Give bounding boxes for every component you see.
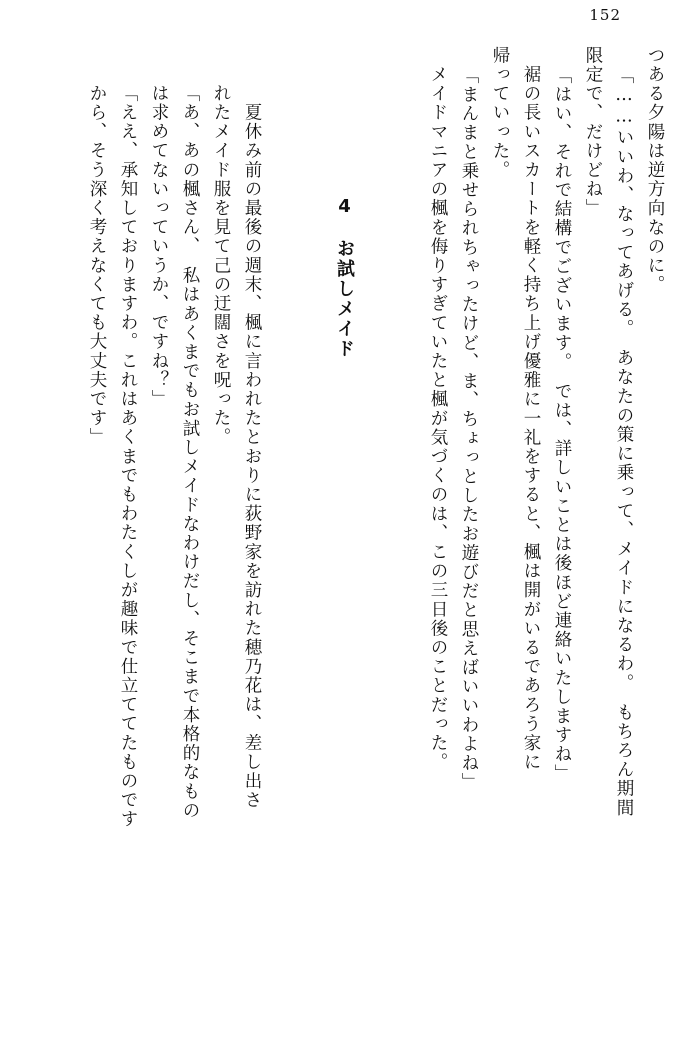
text-column: 帰っていった。 xyxy=(490,46,510,180)
text-column: 「……いいわ、なってあげる。 あなたの策に乗って、メイドになるわ。 もちろん期間 xyxy=(614,66,634,818)
spacer-column xyxy=(384,46,415,1010)
spacer-column xyxy=(260,46,291,1010)
text-column: 「あ、あの楓さん、 私はあくまでもお試しメイドなわけだし、そこまで本格的なもの xyxy=(180,84,200,821)
text-column: 夏休み前の最後の週末、楓に言われたとおりに荻野家を訪れた穂乃花は、差し出さ xyxy=(242,84,262,810)
text-column: 「はい、それで結構でございます。 では、詳しいことは後ほど連絡いたしますね」 xyxy=(552,66,572,784)
text-column: メイドマニアの楓を侮りすぎていたと楓が気づくのは、この三日後のことだった。 xyxy=(428,46,448,772)
vertical-text-body xyxy=(30,46,663,1010)
text-column: つある夕陽は逆方向なのに。 xyxy=(645,46,665,295)
page-number: 152 xyxy=(589,6,621,24)
text-column: 裾の長いスカートを軽く持ち上げ優雅に一礼をすると、楓は開がいるであろう家に xyxy=(521,46,541,772)
text-column: 「まんまと乗せられちゃったけど、ま、ちょっとしたお遊びだと思えばいいわよね」 xyxy=(459,66,479,792)
text-column: 限定で、だけどね」 xyxy=(583,46,603,218)
section-heading: 4 お試しメイド xyxy=(334,196,355,359)
text-column: れたメイド服を見て己の迂闊さを呪った。 xyxy=(211,84,231,447)
text-column: 「ええ、承知しておりますわ。これはあくまでもわたくしが趣味で仕立ててたものです xyxy=(118,84,138,829)
spacer-column xyxy=(291,46,322,1010)
spacer-column xyxy=(353,46,384,1010)
text-column: から、そう深く考えなくても大丈夫です」 xyxy=(87,84,107,447)
text-column: は求めてないっていうか、ですね？」 xyxy=(149,84,169,409)
